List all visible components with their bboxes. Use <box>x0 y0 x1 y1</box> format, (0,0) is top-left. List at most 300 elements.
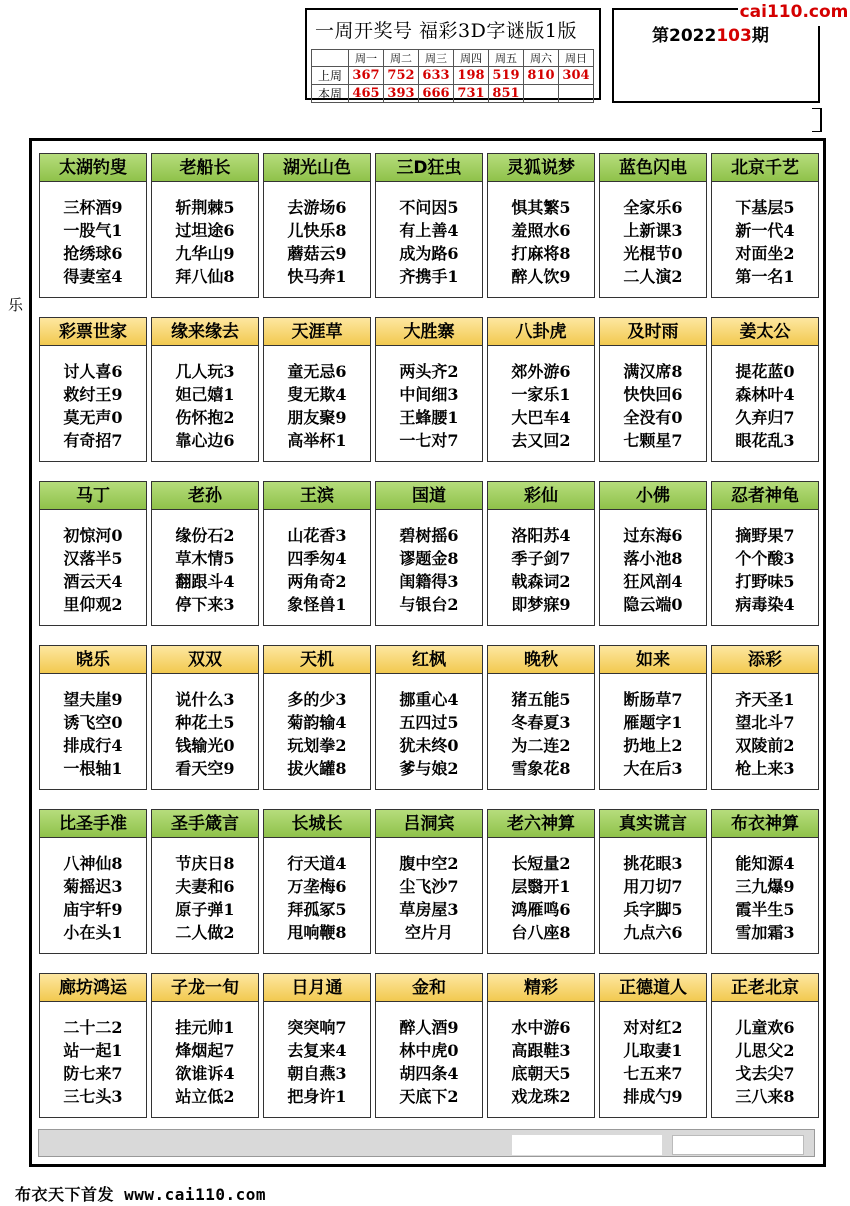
clue-line: 光棍节0 <box>623 244 683 263</box>
this-week-row <box>312 85 594 103</box>
clue-line: 大巴车4 <box>511 408 571 427</box>
puzzle-card <box>151 809 259 954</box>
clue-line: 抢绣球6 <box>63 244 123 263</box>
footer-credit: 布衣天下首发 www.cai110.com <box>15 1185 266 1204</box>
clue-line: 夫妻和6 <box>175 877 235 896</box>
card-title: 国道 <box>376 482 482 510</box>
draw-number <box>524 85 559 103</box>
clue-line: 行天道4 <box>287 854 347 873</box>
puzzle-card <box>487 645 595 790</box>
clue-list <box>40 510 146 616</box>
clue-list <box>600 510 706 616</box>
puzzle-card <box>151 645 259 790</box>
card-title: 缘来缘去 <box>152 318 258 346</box>
clue-line: 即梦寐9 <box>511 595 571 614</box>
clue-line: 诱飞空0 <box>63 713 123 732</box>
clue-line: 一家乐1 <box>511 385 571 404</box>
clue-line: 鸿雁鸣6 <box>511 900 571 919</box>
day-label: 周日 <box>559 50 594 67</box>
clue-line: 打麻将8 <box>511 244 571 263</box>
clue-line: 欲谁诉4 <box>175 1064 235 1083</box>
panel-title: 一周开奖号 福彩3D字谜版1版 <box>315 20 577 42</box>
clue-list <box>488 838 594 944</box>
clue-line: 菊韵输4 <box>287 713 347 732</box>
clue-line: 把身许1 <box>287 1087 347 1106</box>
card-title: 大胜寨 <box>376 318 482 346</box>
clue-list <box>376 182 482 288</box>
clue-line: 雁题字1 <box>623 713 683 732</box>
clue-line: 儿快乐8 <box>287 221 347 240</box>
clue-line: 站立低2 <box>175 1087 235 1106</box>
clue-line: 个个酸3 <box>735 549 795 568</box>
clue-list <box>152 182 258 288</box>
last-week-row <box>312 67 594 85</box>
card-title: 真实谎言 <box>600 810 706 838</box>
clue-line: 病毒染4 <box>735 595 795 614</box>
clue-line: 草木情5 <box>175 549 235 568</box>
clue-line: 汉落半5 <box>63 549 123 568</box>
clue-line: 枪上来3 <box>735 759 795 778</box>
clue-line: 王蜂腰1 <box>399 408 459 427</box>
card-title: 太湖钓叟 <box>40 154 146 182</box>
clue-list <box>600 1002 706 1108</box>
clue-line: 雪加霜3 <box>735 923 795 942</box>
row-label: 本周 <box>312 85 349 103</box>
card-title: 日月通 <box>264 974 370 1002</box>
clue-line: 齐携手1 <box>399 267 459 286</box>
day-label: 周二 <box>384 50 419 67</box>
clue-line: 象怪兽1 <box>287 595 347 614</box>
clue-list <box>40 182 146 288</box>
clue-line: 拜八仙8 <box>175 267 235 286</box>
clue-list <box>488 510 594 616</box>
clue-line: 快快回6 <box>623 385 683 404</box>
clue-line: 全家乐6 <box>623 198 683 217</box>
draw-number: 519 <box>489 67 524 85</box>
clue-line: 看天空9 <box>175 759 235 778</box>
puzzle-grid <box>39 153 819 1118</box>
clue-line: 能知源4 <box>735 854 795 873</box>
clue-line: 雪象花8 <box>511 759 571 778</box>
clue-line: 挪重心4 <box>399 690 459 709</box>
puzzle-card <box>599 645 707 790</box>
clue-line: 新一代4 <box>735 221 795 240</box>
card-title: 如来 <box>600 646 706 674</box>
clue-line: 得妻室4 <box>63 267 123 286</box>
clue-list <box>152 346 258 452</box>
clue-line: 万垄梅6 <box>287 877 347 896</box>
clue-line: 齐天圣1 <box>735 690 795 709</box>
clue-list <box>152 510 258 616</box>
clue-line: 二人做2 <box>175 923 235 942</box>
day-label: 周一 <box>349 50 384 67</box>
clue-list <box>712 346 818 452</box>
clue-line: 长短量2 <box>511 854 571 873</box>
clue-line: 酒云天4 <box>63 572 123 591</box>
clue-line: 打野味5 <box>735 572 795 591</box>
card-title: 忍者神龟 <box>712 482 818 510</box>
clue-line: 醉人饮9 <box>511 267 571 286</box>
card-title: 八卦虎 <box>488 318 594 346</box>
clue-line: 羞照水6 <box>511 221 571 240</box>
clue-line: 九点六6 <box>623 923 683 942</box>
clue-line: 季子剑7 <box>511 549 571 568</box>
clue-line: 儿思父2 <box>735 1041 795 1060</box>
clue-line: 排成勺9 <box>623 1087 683 1106</box>
clue-line: 尘飞沙7 <box>399 877 459 896</box>
clue-list <box>264 182 370 288</box>
clue-line: 闺籍得3 <box>399 572 459 591</box>
card-title: 老孙 <box>152 482 258 510</box>
card-title: 马丁 <box>40 482 146 510</box>
puzzle-card <box>711 809 819 954</box>
clue-list <box>488 182 594 288</box>
clue-line: 过坦途6 <box>175 221 235 240</box>
clue-line: 五四过5 <box>399 713 459 732</box>
puzzle-card <box>375 481 483 626</box>
clue-list <box>40 346 146 452</box>
card-title: 比圣手准 <box>40 810 146 838</box>
clue-line: 一股气1 <box>63 221 123 240</box>
card-title: 天机 <box>264 646 370 674</box>
clue-line: 林中虎0 <box>399 1041 459 1060</box>
draw-number: 731 <box>454 85 489 103</box>
clue-list <box>600 838 706 944</box>
clue-line: 二十二2 <box>63 1018 123 1037</box>
clue-line: 甩响鞭8 <box>287 923 347 942</box>
card-title: 三D狂虫 <box>376 154 482 182</box>
clue-line: 拜孤冢5 <box>287 900 347 919</box>
clue-line: 排成行4 <box>63 736 123 755</box>
clue-line: 满汉席8 <box>623 362 683 381</box>
puzzle-card <box>711 481 819 626</box>
clue-list <box>376 1002 482 1108</box>
card-title: 湖光山色 <box>264 154 370 182</box>
clue-list <box>712 674 818 780</box>
card-title: 北京千艺 <box>712 154 818 182</box>
puzzle-card <box>375 317 483 462</box>
clue-line: 庙宇轩9 <box>63 900 123 919</box>
clue-line: 斩荆棘5 <box>175 198 235 217</box>
puzzle-card <box>711 645 819 790</box>
clue-line: 讨人喜6 <box>63 362 123 381</box>
clue-line: 多的少3 <box>287 690 347 709</box>
clue-line: 有上善4 <box>399 221 459 240</box>
clue-list <box>712 838 818 944</box>
card-title: 晚秋 <box>488 646 594 674</box>
clue-line: 三九爆9 <box>735 877 795 896</box>
puzzle-card <box>263 645 371 790</box>
clue-line: 两角奇2 <box>287 572 347 591</box>
clue-line: 三杯酒9 <box>63 198 123 217</box>
puzzle-card <box>39 317 147 462</box>
draw-number: 198 <box>454 67 489 85</box>
puzzle-card <box>711 317 819 462</box>
puzzle-card <box>375 153 483 298</box>
clue-line: 说什么3 <box>175 690 235 709</box>
clue-line: 眼花乱3 <box>735 431 795 450</box>
clue-line: 层翳开1 <box>511 877 571 896</box>
clue-line: 莫无声0 <box>63 408 123 427</box>
clue-line: 双陵前2 <box>735 736 795 755</box>
card-title: 蓝色闪电 <box>600 154 706 182</box>
clue-line: 伤怀抱2 <box>175 408 235 427</box>
draw-number: 810 <box>524 67 559 85</box>
clue-line: 对对红2 <box>623 1018 683 1037</box>
card-title: 彩仙 <box>488 482 594 510</box>
clue-line: 犹未终0 <box>399 736 459 755</box>
clue-line: 郊外游6 <box>511 362 571 381</box>
card-title: 金和 <box>376 974 482 1002</box>
puzzle-card <box>151 481 259 626</box>
card-title: 添彩 <box>712 646 818 674</box>
clue-line: 防七来7 <box>63 1064 123 1083</box>
clue-line: 小在头1 <box>63 923 123 942</box>
puzzle-card <box>151 153 259 298</box>
card-title: 正德道人 <box>600 974 706 1002</box>
puzzle-card <box>151 973 259 1118</box>
puzzle-card <box>263 973 371 1118</box>
clue-line: 种花土5 <box>175 713 235 732</box>
clue-line: 草房屋3 <box>399 900 459 919</box>
clue-list <box>376 346 482 452</box>
clue-line: 空片月 <box>404 923 453 942</box>
card-title: 晓乐 <box>40 646 146 674</box>
clue-list <box>152 838 258 944</box>
clue-line: 缘份石2 <box>175 526 235 545</box>
clue-list <box>376 674 482 780</box>
clue-line: 高跟鞋3 <box>511 1041 571 1060</box>
clue-line: 挑花眼3 <box>623 854 683 873</box>
clue-line: 童无忌6 <box>287 362 347 381</box>
clue-list <box>40 838 146 944</box>
issue-number: 第2022103期 <box>652 26 769 46</box>
puzzle-card <box>263 809 371 954</box>
site-logo[interactable]: cai110.com <box>738 0 850 26</box>
clue-line: 落小池8 <box>623 549 683 568</box>
clue-line: 二人演2 <box>623 267 683 286</box>
clue-line: 几人玩3 <box>175 362 235 381</box>
clue-line: 四季匆4 <box>287 549 347 568</box>
clue-list <box>264 838 370 944</box>
card-title: 精彩 <box>488 974 594 1002</box>
clue-line: 冬春夏3 <box>511 713 571 732</box>
card-title: 小佛 <box>600 482 706 510</box>
draw-number: 393 <box>384 85 419 103</box>
clue-line: 原子弹1 <box>175 900 235 919</box>
draw-number: 633 <box>419 67 454 85</box>
card-title: 王滨 <box>264 482 370 510</box>
clue-line: 两头齐2 <box>399 362 459 381</box>
clue-list <box>488 346 594 452</box>
puzzle-card <box>487 153 595 298</box>
clue-line: 为二连2 <box>511 736 571 755</box>
clue-list <box>600 674 706 780</box>
clue-line: 初惊河0 <box>63 526 123 545</box>
clue-line: 全没有0 <box>623 408 683 427</box>
clue-list <box>40 674 146 780</box>
clue-line: 醉人酒9 <box>399 1018 459 1037</box>
clue-line: 里仰观2 <box>63 595 123 614</box>
clue-line: 上新课3 <box>623 221 683 240</box>
row-label: 上周 <box>312 67 349 85</box>
clue-line: 朋友聚9 <box>287 408 347 427</box>
clue-line: 台八座8 <box>511 923 571 942</box>
day-label: 周四 <box>454 50 489 67</box>
clue-list <box>264 1002 370 1108</box>
draw-number: 666 <box>419 85 454 103</box>
card-title: 及时雨 <box>600 318 706 346</box>
clue-line: 七五来7 <box>623 1064 683 1083</box>
clue-list <box>600 182 706 288</box>
card-title: 灵狐说梦 <box>488 154 594 182</box>
clue-line: 与银台2 <box>399 595 459 614</box>
clue-list <box>264 674 370 780</box>
clue-line: 去复来4 <box>287 1041 347 1060</box>
bottom-bar-field <box>672 1135 804 1155</box>
puzzle-card <box>599 153 707 298</box>
clue-line: 狂风剖4 <box>623 572 683 591</box>
clue-line: 站一起1 <box>63 1041 123 1060</box>
puzzle-card <box>711 153 819 298</box>
clue-line: 腹中空2 <box>399 854 459 873</box>
puzzle-card <box>599 973 707 1118</box>
clue-list <box>488 674 594 780</box>
day-label: 周五 <box>489 50 524 67</box>
clue-list <box>376 838 482 944</box>
puzzle-card <box>599 481 707 626</box>
clue-list <box>600 346 706 452</box>
clue-line: 妲己嬉1 <box>175 385 235 404</box>
clue-line: 九华山9 <box>175 244 235 263</box>
puzzle-card <box>263 153 371 298</box>
draw-number: 465 <box>349 85 384 103</box>
clue-line: 用刀切7 <box>623 877 683 896</box>
card-title: 廊坊鸿运 <box>40 974 146 1002</box>
clue-line: 三八来8 <box>735 1087 795 1106</box>
clue-line: 中间细3 <box>399 385 459 404</box>
clue-line: 有奇招7 <box>63 431 123 450</box>
bottom-bar-gap <box>512 1135 662 1155</box>
clue-line: 叟无欺4 <box>287 385 347 404</box>
clue-line: 兵字脚5 <box>623 900 683 919</box>
puzzle-card <box>599 809 707 954</box>
clue-line: 对面坐2 <box>735 244 795 263</box>
clue-line: 儿童欢6 <box>735 1018 795 1037</box>
day-label: 周三 <box>419 50 454 67</box>
clue-line: 碧树摇6 <box>399 526 459 545</box>
clue-line: 底朝天5 <box>511 1064 571 1083</box>
clue-line: 朝自燕3 <box>287 1064 347 1083</box>
puzzle-card <box>487 973 595 1118</box>
clue-line: 惧其繁5 <box>511 198 571 217</box>
clue-line: 第一名1 <box>735 267 795 286</box>
clue-line: 救纣王9 <box>63 385 123 404</box>
draw-number: 304 <box>559 67 594 85</box>
clue-line: 节庆日8 <box>175 854 235 873</box>
puzzle-card <box>711 973 819 1118</box>
clue-list <box>712 1002 818 1108</box>
draw-number: 367 <box>349 67 384 85</box>
card-title: 正老北京 <box>712 974 818 1002</box>
day-header-row <box>312 50 594 67</box>
clue-line: 一七对7 <box>399 431 459 450</box>
clue-line: 森林叶4 <box>735 385 795 404</box>
clue-list <box>264 346 370 452</box>
clue-line: 七颗星7 <box>623 431 683 450</box>
card-title: 老六神算 <box>488 810 594 838</box>
clue-line: 望北斗7 <box>735 713 795 732</box>
clue-line: 八神仙8 <box>63 854 123 873</box>
card-title: 布衣神算 <box>712 810 818 838</box>
clue-line: 断肠草7 <box>623 690 683 709</box>
card-title: 天涯草 <box>264 318 370 346</box>
puzzle-card <box>487 809 595 954</box>
card-title: 红枫 <box>376 646 482 674</box>
puzzle-card <box>375 973 483 1118</box>
weekly-draw-panel <box>305 8 601 100</box>
puzzle-card <box>599 317 707 462</box>
clue-line: 拔火罐8 <box>287 759 347 778</box>
clue-line: 望夫崖9 <box>63 690 123 709</box>
draw-numbers-table <box>311 49 594 103</box>
clue-line: 大在后3 <box>623 759 683 778</box>
puzzle-card <box>263 481 371 626</box>
clue-list <box>488 1002 594 1108</box>
draw-number: 851 <box>489 85 524 103</box>
puzzle-card <box>375 809 483 954</box>
puzzle-card <box>151 317 259 462</box>
clue-line: 戏龙珠2 <box>511 1087 571 1106</box>
card-title: 老船长 <box>152 154 258 182</box>
clue-line: 提花蓝0 <box>735 362 795 381</box>
clue-line: 猪五能5 <box>511 690 571 709</box>
bracket-mark <box>812 108 822 132</box>
clue-line: 山花香3 <box>287 526 347 545</box>
clue-line: 谬题金8 <box>399 549 459 568</box>
card-title: 姜太公 <box>712 318 818 346</box>
clue-line: 菊摇迟3 <box>63 877 123 896</box>
clue-line: 高举杯1 <box>287 431 347 450</box>
clue-list <box>152 674 258 780</box>
clue-line: 不问因5 <box>399 198 459 217</box>
clue-line: 一根轴1 <box>63 759 123 778</box>
clue-line: 隐云端0 <box>623 595 683 614</box>
clue-line: 钱输光0 <box>175 736 235 755</box>
clue-line: 停下来3 <box>175 595 235 614</box>
clue-line: 水中游6 <box>511 1018 571 1037</box>
clue-line: 胡四条4 <box>399 1064 459 1083</box>
clue-line: 摘野果7 <box>735 526 795 545</box>
puzzle-frame <box>29 138 826 1167</box>
card-title: 双双 <box>152 646 258 674</box>
puzzle-card <box>39 973 147 1118</box>
clue-line: 烽烟起7 <box>175 1041 235 1060</box>
clue-line: 成为路6 <box>399 244 459 263</box>
clue-list <box>712 510 818 616</box>
puzzle-card <box>487 481 595 626</box>
clue-line: 下基层5 <box>735 198 795 217</box>
puzzle-card <box>39 481 147 626</box>
clue-line: 天底下2 <box>399 1087 459 1106</box>
side-character: 乐 <box>8 296 24 314</box>
clue-line: 去游场6 <box>287 198 347 217</box>
clue-line: 突突响7 <box>287 1018 347 1037</box>
puzzle-card <box>487 317 595 462</box>
draw-number <box>559 85 594 103</box>
puzzle-card <box>263 317 371 462</box>
clue-line: 扔地上2 <box>623 736 683 755</box>
